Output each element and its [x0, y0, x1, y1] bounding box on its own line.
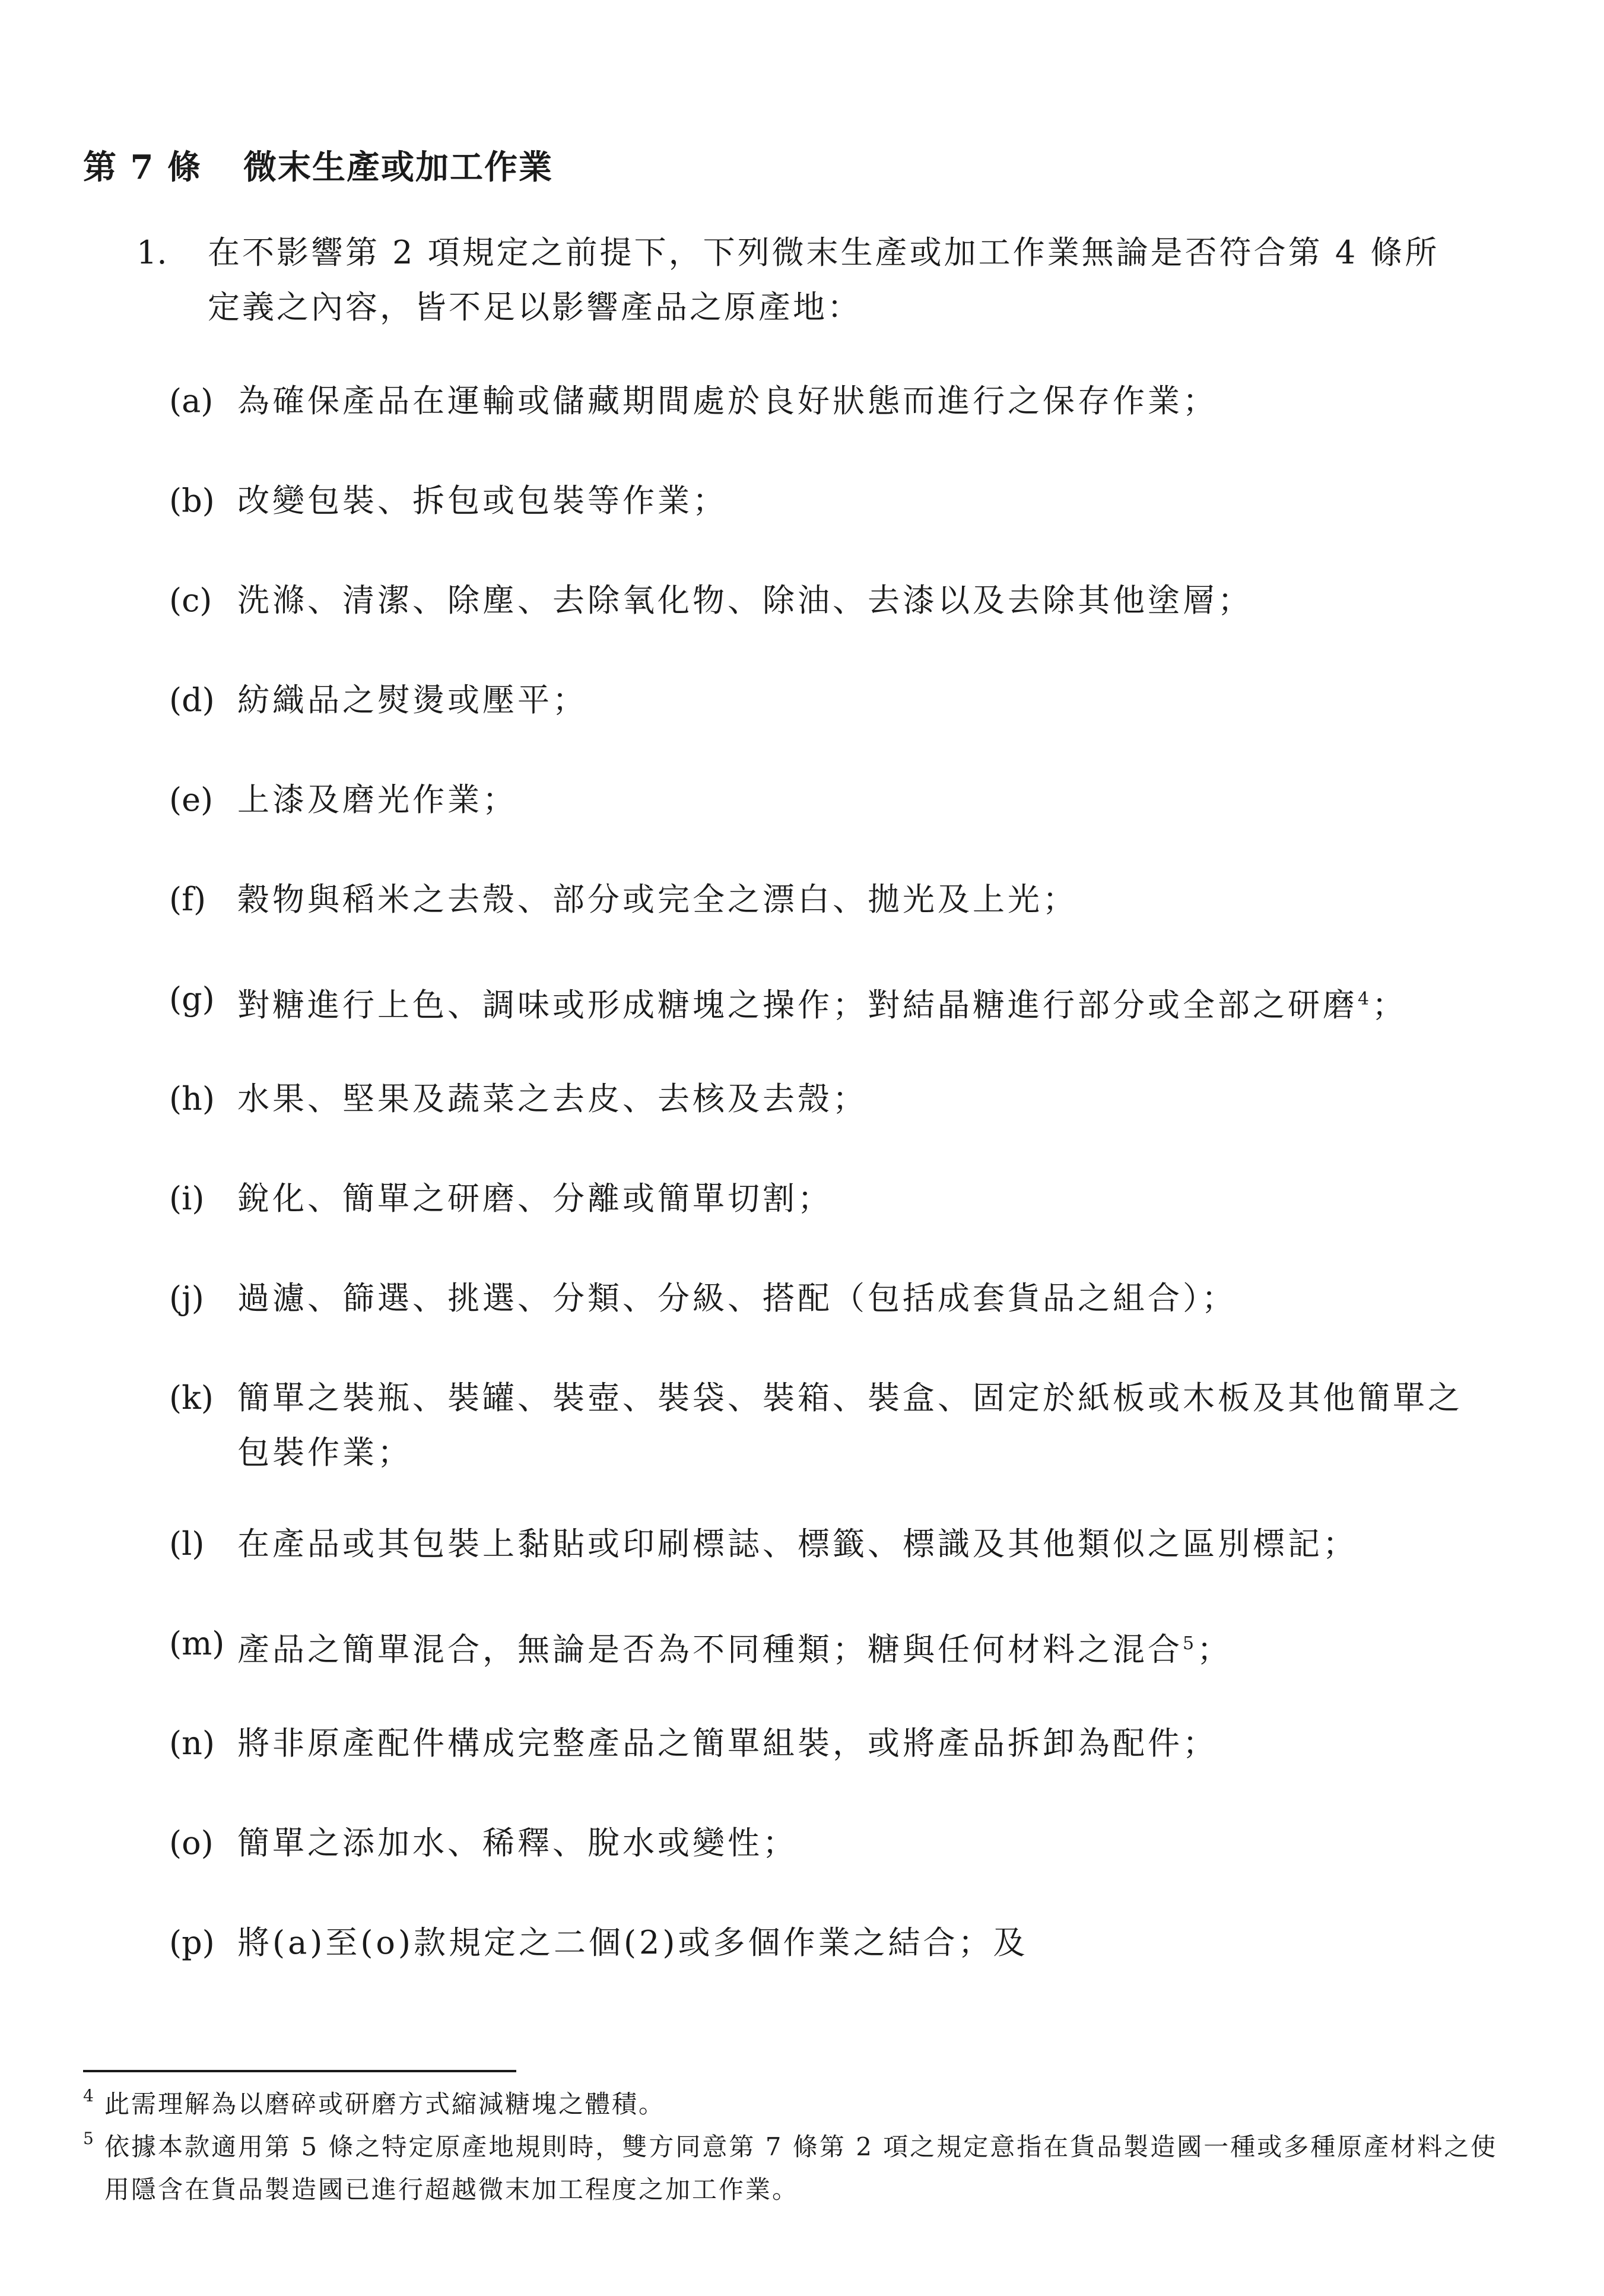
item-text: 將非原產配件構成完整產品之簡單組裝，或將產品拆卸為配件； [237, 1725, 1218, 1762]
item-text: 穀物與稻米之去殼、部分或完全之漂白、拋光及上光； [237, 881, 1078, 918]
footnote-5 [83, 2126, 1519, 2211]
item-label: (b) [169, 482, 215, 519]
list-item-j [169, 1271, 1481, 1326]
item-text: 過濾、篩選、挑選、分類、分級、搭配（包括成套貨品之組合）； [237, 1279, 1237, 1317]
footnote-text: 此需理解為以磨碎或研磨方式縮減糖塊之體積。 [104, 2089, 666, 2119]
footnote-text: 依據本款適用第 5 條之特定原產地規則時，雙方同意第 7 條第 2 項之規定意指在貨品製造國一種或多種原產材料之使用隱含在貨品製造國已進行超越微末加工程度之加工作業。 [104, 2132, 1498, 2204]
footnote-mark: 4 [83, 2086, 94, 2106]
item-label: (e) [169, 781, 214, 818]
item-label: (i) [169, 1180, 205, 1217]
list-item-l [169, 1517, 1481, 1571]
item-text [237, 972, 1481, 1033]
item-text: 紡織品之熨燙或壓平； [237, 681, 587, 719]
item-text-tail: ； [1197, 1631, 1233, 1668]
paragraph-text: 在不影響第 2 項規定之前提下，下列微末生產或加工作業無論是否符合第 4 條所定義之內容，皆不足以影響產品之原產地： [208, 234, 1440, 326]
list-item-o [169, 1816, 1481, 1871]
item-text-main: 對糖進行上色、調味或形成糖塊之操作；對結晶糖進行部分或全部之研磨 [237, 986, 1358, 1024]
item-label: (g) [169, 980, 215, 1018]
item-text: 洗滌、清潔、除塵、去除氧化物、除油、去漆以及去除其他塗層； [237, 582, 1253, 619]
item-text-main: 產品之簡單混合，無論是否為不同種類；糖與任何材料之混合 [237, 1631, 1183, 1668]
item-label: (j) [169, 1279, 204, 1317]
item-label: (p) [169, 1924, 215, 1961]
item-text: 水果、堅果及蔬菜之去皮、去核及去殼； [237, 1080, 868, 1117]
item-text: 為確保產品在運輸或儲藏期間處於良好狀態而進行之保存作業； [237, 382, 1218, 420]
footnotes [83, 2083, 1519, 2211]
list-item-f [169, 872, 1481, 927]
footnote-ref-4[interactable]: 4 [1358, 989, 1373, 1009]
item-label: (f) [169, 881, 207, 918]
footnote-ref-5[interactable]: 5 [1183, 1633, 1198, 1654]
paragraph-number: 1. [136, 234, 167, 271]
item-label: (a) [169, 382, 214, 420]
item-text: 在產品或其包裝上黏貼或印刷標誌、標籤、標識及其他類似之區別標記； [237, 1525, 1358, 1563]
item-label: (h) [169, 1080, 215, 1117]
list-item-p [169, 1916, 1481, 1970]
article-title: 微末生產或加工作業 [243, 148, 553, 187]
item-label: (c) [169, 582, 212, 619]
item-text: 簡單之裝瓶、裝罐、裝壺、裝袋、裝箱、裝盒、固定於紙板或木板及其他簡單之包裝作業； [237, 1379, 1463, 1471]
article-number: 第 7 條 [83, 148, 202, 187]
list-item-h [169, 1072, 1481, 1126]
paragraph-1 [136, 226, 1472, 335]
footnote-divider [83, 2070, 516, 2072]
item-label: (l) [169, 1525, 205, 1563]
item-text: 將(a)至(o)款規定之二個(2)或多個作業之結合；及 [237, 1924, 1028, 1961]
item-label: (d) [169, 681, 215, 719]
item-text: 改變包裝、拆包或包裝等作業； [237, 482, 728, 519]
list-item-b [169, 474, 1481, 528]
item-text: 銳化、簡單之研磨、分離或簡單切割； [237, 1180, 833, 1217]
list-item-n [169, 1716, 1481, 1771]
list-item-g [169, 972, 1481, 1033]
list-item-m [169, 1617, 1481, 1677]
item-text: 簡單之添加水、稀釋、脫水或變性； [237, 1824, 798, 1862]
footnote-4 [83, 2083, 1519, 2126]
item-label: (k) [169, 1379, 214, 1417]
footnote-mark: 5 [83, 2129, 94, 2148]
list-item-d [169, 673, 1481, 728]
item-label: (n) [169, 1725, 215, 1762]
item-label: (o) [169, 1824, 214, 1862]
item-label: (m) [169, 1625, 225, 1662]
list-item-c [169, 573, 1481, 628]
item-text [237, 1617, 1481, 1677]
item-text-tail: ； [1372, 986, 1408, 1024]
article-heading [83, 141, 553, 189]
list-item-k [169, 1371, 1481, 1480]
list-item-a [169, 374, 1481, 428]
list-item-i [169, 1171, 1481, 1226]
item-text: 上漆及磨光作業； [237, 781, 517, 818]
list-item-e [169, 773, 1481, 827]
